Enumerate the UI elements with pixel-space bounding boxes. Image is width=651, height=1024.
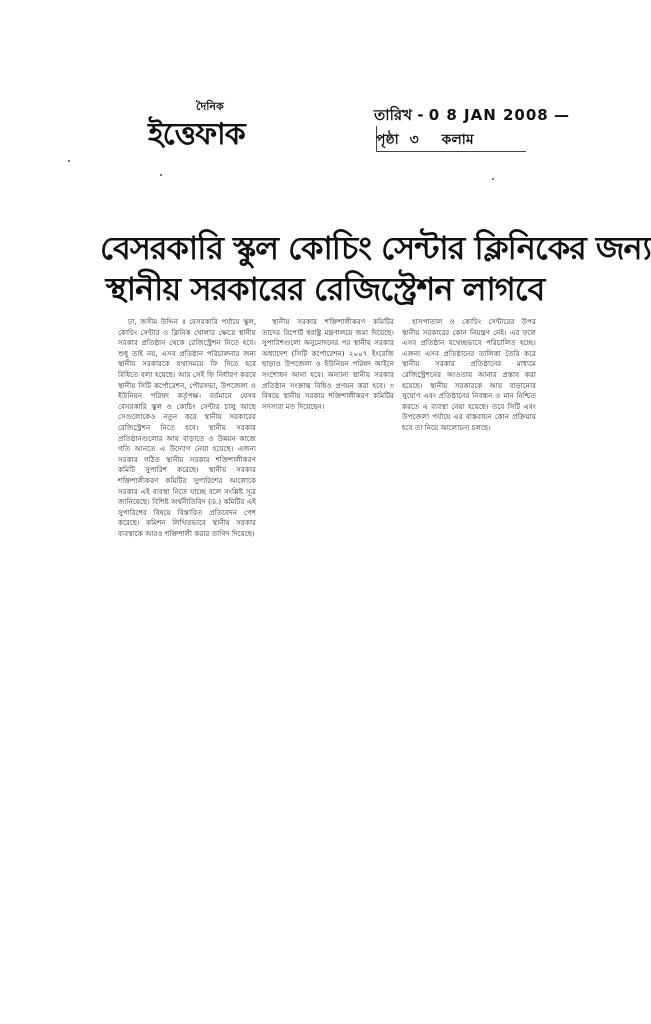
masthead-name: ইত্তেফাক bbox=[148, 117, 245, 152]
column-prefix: কলাম bbox=[441, 132, 474, 148]
article-column-3-text: হাসপাতাল ও কোচিং সেন্টারের উপর স্থানীয় সরকারের কোন নিয়ন্ত্রণ নেই। এর ফলে এসব প্রতিষ্ঠান যথেচ্ছভাবে পরিচালিত হচ্ছে। এজন্য এসব প্রতিষ্ঠানের তালিকা তৈরি করে স্থানীয় সরকার প্রতিষ্ঠানের মাধ্যমে রেজিস্ট্রেশনের আওতায় আনার প্রস্তাব করা হয়েছে। স্থানীয় সরকারকে আয় বাড়ানোর সুযোগ এবং প্রতিষ্ঠানের নিবন্ধন ও মান নিশ্চিত করতে এ ব্যবস্থা নেয়া হয়েছে। তবে সিটি এবং উপজেলা পর্যায়ে এর বাস্তবায়ন কোন প্রক্রিয়ায় হবে তা নিয়ে আলোচনা চলছে। bbox=[402, 317, 536, 432]
stamp-underline bbox=[376, 151, 526, 152]
article-column-1 bbox=[118, 317, 256, 567]
scan-speck bbox=[68, 160, 70, 162]
headline-line-1: বেসরকারি স্কুল কোচিং সেন্টার ক্লিনিকের জন্য bbox=[100, 229, 651, 267]
scan-speck bbox=[492, 178, 494, 180]
page-column-line bbox=[376, 128, 474, 152]
page-value: ৩ bbox=[409, 132, 419, 148]
article-column-2-text: স্থানীয় সরকার শক্তিশালীকরণ কমিটির তাদের রিপোর্ট স্বরাষ্ট্র মন্ত্রণালয়ে জমা দিয়েছে। সুপারিশগুলো অনুমোদনের পর স্থানীয় সরকার অধ্যাদেশ (সিটি কর্পোরেশন) ২০০৭ ইংরেজি ছাড়াও উপজেলা ও ইউনিয়ন পরিষদ আইনে সংশোধন আনা হবে। অন্যান্য স্থানীয় সরকার প্রতিষ্ঠান সংক্রান্ত বিধিও প্রণয়ন করা হবে। ৩ বিষয়ে স্থানীয় সরকার শক্তিশালীকরণ কমিটির সদস্যরা মত দিয়েছেন। bbox=[262, 317, 394, 411]
scan-speck bbox=[160, 174, 162, 176]
masthead-small-label: দৈনিক bbox=[196, 100, 224, 113]
article-column-3 bbox=[402, 317, 536, 432]
headline bbox=[100, 228, 651, 310]
headline-line-2: স্থানীয় সরকারের রেজিস্ট্রেশন লাগবে bbox=[105, 270, 545, 308]
article-column-2 bbox=[262, 317, 394, 415]
date-trailing-dash: — bbox=[553, 106, 569, 124]
date-stamp bbox=[362, 104, 569, 154]
newspaper-masthead bbox=[148, 98, 278, 150]
date-value: 0 8 JAN 2008 bbox=[428, 106, 549, 124]
article-column-1-text: ঢা, জসীম উদ্দিন ॥ বেসরকারি পর্যায়ে স্কুল, কোচিং সেন্টার ও ক্লিনিক খোলার ক্ষেত্রে স্থানীয় সরকার প্রতিষ্ঠান থেকে রেজিস্ট্রেশন নিতে হবে। শুধু তাই নয়, এসব প্রতিষ্ঠান পরিচালনার জন্য স্থানীয় সরকারকে যথাসময়ে ফি দিতে হবে বিধিতে বলা হয়েছে। আর সেই ফি নির্ধারণ করবে স্থানীয় সিটি কর্পোরেশন, পৌরসভা, উপজেলা ও ইউনিয়ন পরিষদ কর্তৃপক্ষ। বর্তমানে যেসব বেসরকারি স্কুল ও কোচিং সেন্টার চালু আছে সেগুলোকেও নতুন করে স্থানীয় সরকারের রেজিস্ট্রেশন নিতে হবে। স্থানীয় সরকার প্রতিষ্ঠানগুলোর আয় বাড়াতে ও উন্নয়ন কাজে গতি আনতে এ উদ্যোগ নেয়া হয়েছে। এজন্য সরকার গঠিত স্থানীয় সরকার শক্তিশালীকরণ কমিটি সুপারিশ করেছে। স্থানীয় সরকার শক্তিশালীকরণ কমিটির সুপারিশের আলোকে সরকার এই ব্যবস্থা নিতে যাচ্ছে বলে সংশ্লিষ্ট সূত্র জানিয়েছে। বিশিষ্ট অর্থনীতিবিদ (ড.) কমিটির এই সুপারিশের বিষয়ে বিস্তারিত প্রতিবেদন পেশ করেছে। কমিশন লিখিতভাবে স্থানীয় সরকার ব্যবস্থাকে আরও শক্তিশালী করার তাগিদ দিয়েছে। bbox=[118, 317, 256, 538]
page-prefix: পৃষ্ঠা bbox=[376, 132, 399, 148]
date-line bbox=[374, 104, 569, 129]
date-prefix: তারিখ bbox=[374, 106, 412, 124]
date-separator: - bbox=[417, 106, 429, 124]
